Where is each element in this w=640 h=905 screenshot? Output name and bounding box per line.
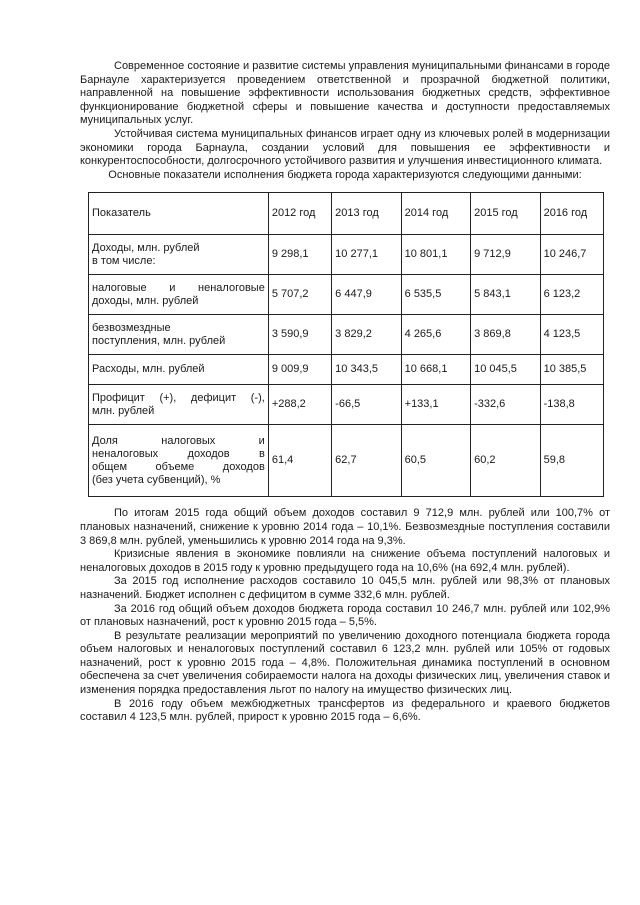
row-label-line: (без учета субвенций), % <box>92 473 221 486</box>
row-label-line: доходы, млн. рублей <box>92 294 199 307</box>
row-label-line: Расходы, млн. рублей <box>92 363 205 376</box>
header-year: 2012 год <box>268 193 331 235</box>
intro-paragraph-2: Устойчивая система муниципальных финансов играет одну из ключевых ролей в модернизации экономики города Барнаула, создании условий для повышения ее эффективности и конкурентоспособности, долгосрочного устойчивого развития и улучшения инвестиционного климата. <box>80 127 610 168</box>
row-label-line: поступления, млн. рублей <box>92 334 226 347</box>
row-label-line: в том числе: <box>92 254 156 267</box>
table-row <box>89 425 604 497</box>
row-label <box>89 315 269 355</box>
row-label-line: Доля налоговых и <box>92 434 265 447</box>
row-label-line: общем объеме доходов <box>92 460 265 473</box>
row-label-line: неналоговых доходов в <box>92 447 265 460</box>
header-year: 2013 год <box>332 193 401 235</box>
row-label-line: безвозмездные <box>92 321 171 334</box>
table-cell: 9 009,9 <box>268 355 331 385</box>
table-cell: 62,7 <box>332 425 401 497</box>
analysis-paragraph-1: По итогам 2015 года общий объем доходов составил 9 712,9 млн. рублей или 100,7% от плановых назначений, снижение к уровню 2014 года – 10,1%. Безвозмездные поступления составили 3 869,8 млн. рублей, уменьшились к уровню 2014 года на 9,3%. <box>80 507 610 547</box>
header-indicator: Показатель <box>89 193 269 235</box>
row-label <box>89 425 269 497</box>
table-row <box>89 385 604 425</box>
table-cell: 4 265,6 <box>401 315 470 355</box>
header-year: 2014 год <box>401 193 470 235</box>
table-cell: 5 843,1 <box>471 275 540 315</box>
table-cell: 3 829,2 <box>332 315 401 355</box>
row-label <box>89 385 269 425</box>
row-label-line: Доходы, млн. рублей <box>92 241 200 254</box>
row-label-line: налоговые и неналоговые <box>92 281 265 294</box>
analysis-paragraph-4: За 2016 год общий объем доходов бюджета города составил 10 246,7 млн. рублей или 102,9% от плановых назначений, рост к уровню 2015 года – 5,5%. <box>80 602 610 629</box>
header-year: 2015 год <box>471 193 540 235</box>
table-cell: 60,5 <box>401 425 470 497</box>
table-cell: 10 668,1 <box>401 355 470 385</box>
table-row <box>89 355 604 385</box>
table-cell: 6 535,5 <box>401 275 470 315</box>
table-cell: 60,2 <box>471 425 540 497</box>
table-row <box>89 235 604 275</box>
table-cell: 4 123,5 <box>540 315 603 355</box>
table-row <box>89 275 604 315</box>
intro-paragraph-1: Современное состояние и развитие системы управления муниципальными финансами в городе Барнауле характеризуется проведением ответственной и прозрачной бюджетной политики, направленной на повышение эффективности использования бюджетных средств, эффективное функционирование бюджетной сферы и повышение качества и доступности предоставляемых муниципальных услуг. <box>80 60 610 127</box>
header-year: 2016 год <box>540 193 603 235</box>
table-cell: 5 707,2 <box>268 275 331 315</box>
table-cell: 10 246,7 <box>540 235 603 275</box>
table-cell: +133,1 <box>401 385 470 425</box>
analysis-paragraph-2: Кризисные явления в экономике повлияли на снижение объема поступлений налоговых и неналоговых доходов в 2015 году к уровню предыдущего года на 10,6% (на 692,4 млн. рублей). <box>80 548 610 574</box>
analysis-paragraph-6: В 2016 году объем межбюджетных трансфертов из федерального и краевого бюджетов составил 4 123,5 млн. рублей, прирост к уровню 2015 года – 6,6%. <box>80 697 610 724</box>
table-cell: -138,8 <box>540 385 603 425</box>
table-header-row <box>89 193 604 235</box>
row-label-line: млн. рублей <box>92 404 155 417</box>
table-caption: Основные показатели исполнения бюджета города характеризуются следующими данными: <box>108 168 582 181</box>
table-cell: 6 123,2 <box>540 275 603 315</box>
table-cell: 10 045,5 <box>471 355 540 385</box>
document-page <box>80 60 610 725</box>
analysis-paragraph-5: В результате реализации мероприятий по увеличению доходного потенциала бюджета города объем налоговых и неналоговых поступлений составил 6 123,2 млн. рублей или 105% от годовых назначений, рост к уровню 2015 года – 4,8%. Положительная динамика поступлений в основном обеспечена за счет увеличения собираемости налога на доходы физических лиц, увеличения ставок и изменения порядка предоставления льгот по налогу на имущество физических лиц. <box>80 629 610 697</box>
table-cell: 61,4 <box>268 425 331 497</box>
table-cell: 10 385,5 <box>540 355 603 385</box>
table-row <box>89 315 604 355</box>
table-cell: +288,2 <box>268 385 331 425</box>
analysis-paragraph-3: За 2015 год исполнение расходов составило 10 045,5 млн. рублей или 98,3% от плановых назначений. Бюджет исполнен с дефицитом в сумме 332,6 млн. рублей. <box>80 575 610 601</box>
table-cell: -66,5 <box>332 385 401 425</box>
table-cell: 59,8 <box>540 425 603 497</box>
table-cell: 6 447,9 <box>332 275 401 315</box>
table-cell: 9 298,1 <box>268 235 331 275</box>
table-cell: -332,6 <box>471 385 540 425</box>
row-label-line: Профицит (+), дефицит (-), <box>92 391 265 404</box>
table-cell: 3 590,9 <box>268 315 331 355</box>
table-cell: 10 277,1 <box>332 235 401 275</box>
row-label <box>89 235 269 275</box>
row-label <box>89 275 269 315</box>
table-cell: 3 869,8 <box>471 315 540 355</box>
table-cell: 10 343,5 <box>332 355 401 385</box>
table-cell: 9 712,9 <box>471 235 540 275</box>
row-label <box>89 355 269 385</box>
table-cell: 10 801,1 <box>401 235 470 275</box>
budget-indicators-table <box>88 192 604 497</box>
